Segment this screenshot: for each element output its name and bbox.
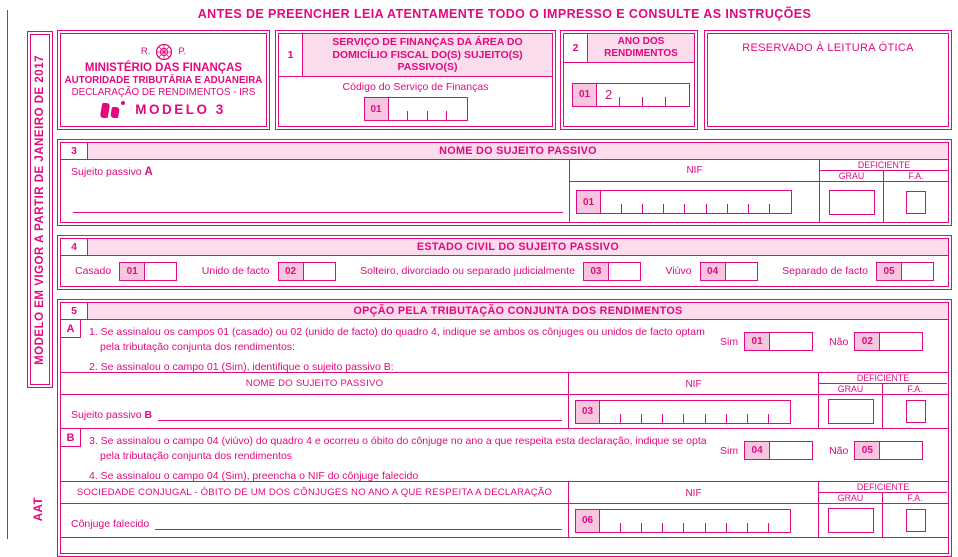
- deceased-spouse-nif-input[interactable]: [600, 510, 790, 532]
- block-a-line2: 2. Se assinalou o campo 01 (Sim), identifique o sujeito passivo B:: [89, 361, 394, 374]
- fa-header: F.A.: [907, 384, 923, 394]
- block-b-nao-checkbox[interactable]: 05: [854, 441, 923, 460]
- nif-header: NIF: [569, 482, 819, 504]
- casado-checkbox[interactable]: 01: [119, 262, 177, 281]
- income-year-box: [560, 30, 698, 130]
- section-3-title: NOME DO SUJEITO PASSIVO: [88, 143, 948, 159]
- declaration-type: DECLARAÇÃO DE RENDIMENTOS - IRS: [71, 86, 256, 98]
- deceased-spouse-nif-field[interactable]: [575, 509, 791, 533]
- section-3: [57, 139, 952, 226]
- section-5: [57, 299, 952, 557]
- field-number-badge: 03: [576, 401, 600, 423]
- block-a-nao-option: Não 02: [829, 332, 923, 351]
- deficiente-header: DEFICIENTE: [819, 373, 947, 384]
- block-b-letter: B: [61, 429, 81, 447]
- block-a: [61, 320, 948, 372]
- side-bottom-text: AAT: [33, 497, 45, 522]
- block-a-sim-option: Sim 01: [720, 332, 813, 351]
- fa-header: F.A.: [907, 493, 923, 503]
- unido-checkbox[interactable]: 02: [278, 262, 336, 281]
- marital-option-separado: Separado de facto 05: [782, 262, 934, 281]
- deceased-spouse-table: [61, 481, 948, 538]
- model-label: MODELO 3: [135, 101, 226, 117]
- block-a-line1-cont: pela tributação conjunta dos rendimentos:: [100, 341, 295, 354]
- box1-number: 1: [279, 34, 303, 76]
- solteiro-checkbox[interactable]: 03: [583, 262, 641, 281]
- box1-title: SERVIÇO DE FINANÇAS DA ÁREA DO DOMICÍLIO FISCAL DO(S) SUJEITO(S) PASSIVO(S): [303, 34, 552, 76]
- rp-left-label: R.: [140, 46, 151, 57]
- field-number-badge: 01: [365, 98, 389, 120]
- nif-header: NIF: [569, 373, 819, 395]
- side-note-box: [27, 31, 53, 388]
- deceased-spouse-name-line[interactable]: [155, 517, 562, 530]
- marital-option-unido: Unido de facto 02: [202, 262, 336, 281]
- service-code-label: Código do Serviço de Finanças: [342, 81, 489, 94]
- finance-service-box: [275, 30, 556, 130]
- subject-b-label: Sujeito passivo B: [71, 409, 153, 421]
- grau-header: GRAU: [819, 384, 883, 395]
- subject-b-fa-box[interactable]: [906, 400, 926, 423]
- at-logo-icon: [101, 101, 125, 118]
- service-code-field[interactable]: [364, 97, 468, 121]
- section-5-title: OPÇÃO PELA TRIBUTAÇÃO CONJUNTA DOS RENDIMENTOS: [88, 303, 948, 319]
- deceased-spouse-grau-box[interactable]: [828, 508, 874, 533]
- subject-a-nif-field[interactable]: [576, 190, 792, 214]
- block-b-sim-option: Sim 04: [720, 441, 813, 460]
- block-b-line2: 4. Se assinalou o campo 04 (Sim), preencha o NIF do cônjuge falecido: [89, 470, 419, 483]
- grau-header: GRAU: [819, 493, 883, 504]
- subject-a-nif-input[interactable]: [601, 191, 791, 213]
- block-b-line1: 3. Se assinalou o campo 04 (viúvo) do quadro 4 e ocorreu o óbito do cônjuge no ano a que respeita esta declaração, indique se opta: [89, 435, 707, 447]
- subject-b-name-header: NOME DO SUJEITO PASSIVO: [61, 373, 569, 394]
- section-5-number: 5: [61, 303, 88, 319]
- field-number-badge: 06: [576, 510, 600, 532]
- block-a-sim-checkbox[interactable]: 01: [744, 332, 813, 351]
- marital-option-viuvo: Viúvo 04: [666, 262, 758, 281]
- deceased-spouse-label: Cônjuge falecido: [71, 518, 150, 530]
- subject-a-name-line[interactable]: [73, 212, 563, 213]
- section-4-title: ESTADO CIVIL DO SUJEITO PASSIVO: [88, 239, 948, 255]
- box2-title: ANO DOS RENDIMENTOS: [588, 34, 694, 62]
- subject-b-table: [61, 372, 948, 429]
- republic-emblem-row: [141, 43, 186, 61]
- fa-header: F.A.: [908, 171, 924, 181]
- subject-b-name-line[interactable]: [158, 408, 562, 421]
- subject-b-nif-input[interactable]: [600, 401, 790, 423]
- subject-b-nif-field[interactable]: [575, 400, 791, 424]
- marital-option-casado: Casado 01: [75, 262, 177, 281]
- block-a-letter: A: [61, 320, 81, 338]
- separado-checkbox[interactable]: 05: [876, 262, 934, 281]
- block-b-nao-option: Não 05: [829, 441, 923, 460]
- ministry-name: MINISTÉRIO DAS FINANÇAS: [84, 61, 243, 74]
- block-a-line1: 1. Se assinalou os campos 01 (casado) ou 02 (unido de facto) do quadro 4, indique se ambos os cônjuges ou unidos de facto optam: [89, 326, 705, 338]
- national-emblem-icon: [155, 43, 173, 61]
- field-number-badge: 01: [573, 84, 597, 106]
- year-field[interactable]: [572, 83, 690, 107]
- block-b: [61, 429, 948, 481]
- viuvo-checkbox[interactable]: 04: [700, 262, 758, 281]
- form-main: [57, 30, 952, 557]
- top-notice: ANTES DE PREENCHER LEIA ATENTAMENTE TODO O IMPRESSO E CONSULTE AS INSTRUÇÕES: [197, 7, 812, 21]
- rp-right-label: P.: [178, 46, 187, 57]
- block-a-nao-checkbox[interactable]: 02: [854, 332, 923, 351]
- service-code-input[interactable]: [389, 98, 467, 120]
- block-b-sim-checkbox[interactable]: 04: [744, 441, 813, 460]
- ministry-logo-box: [57, 30, 270, 130]
- authority-name: AUTORIDADE TRIBUTÁRIA E ADUANEIRA: [64, 74, 263, 86]
- deficiente-header: DEFICIENTE: [820, 160, 948, 171]
- field-number-badge: 01: [577, 191, 601, 213]
- section-4-number: 4: [61, 239, 88, 255]
- deceased-spouse-fa-box[interactable]: [906, 509, 926, 532]
- year-prefill-digit: 2: [605, 86, 613, 102]
- page-edge-line: [7, 10, 8, 539]
- optical-reading-box: [704, 30, 952, 130]
- marital-option-solteiro: Solteiro, divorciado ou separado judicialmente 03: [360, 262, 641, 281]
- year-input[interactable]: [597, 84, 689, 106]
- side-note-text: MODELO EM VIGOR A PARTIR DE JANEIRO DE 2017: [34, 54, 46, 365]
- grau-header: GRAU: [820, 171, 884, 182]
- conjugal-society-header: SOCIEDADE CONJUGAL - ÓBITO DE UM DOS CÔNJUGES NO ANO A QUE RESPEITA A DECLARAÇÃO: [61, 482, 569, 503]
- deficiente-header: DEFICIENTE: [819, 482, 947, 493]
- header-row: [57, 30, 952, 130]
- section-4: [57, 235, 952, 290]
- subject-a-fa-box[interactable]: [906, 191, 926, 214]
- optical-reading-label: RESERVADO À LEITURA ÓTICA: [742, 42, 914, 54]
- nif-header: NIF: [570, 160, 820, 181]
- subject-b-grau-box[interactable]: [828, 399, 874, 424]
- block-b-line1-cont: pela tributação conjunta dos rendimentos: [100, 450, 293, 463]
- subject-a-grau-box[interactable]: [829, 190, 875, 215]
- box2-number: 2: [564, 34, 588, 62]
- section-3-number: 3: [61, 143, 88, 159]
- subject-a-label: Sujeito passivo A: [71, 166, 153, 178]
